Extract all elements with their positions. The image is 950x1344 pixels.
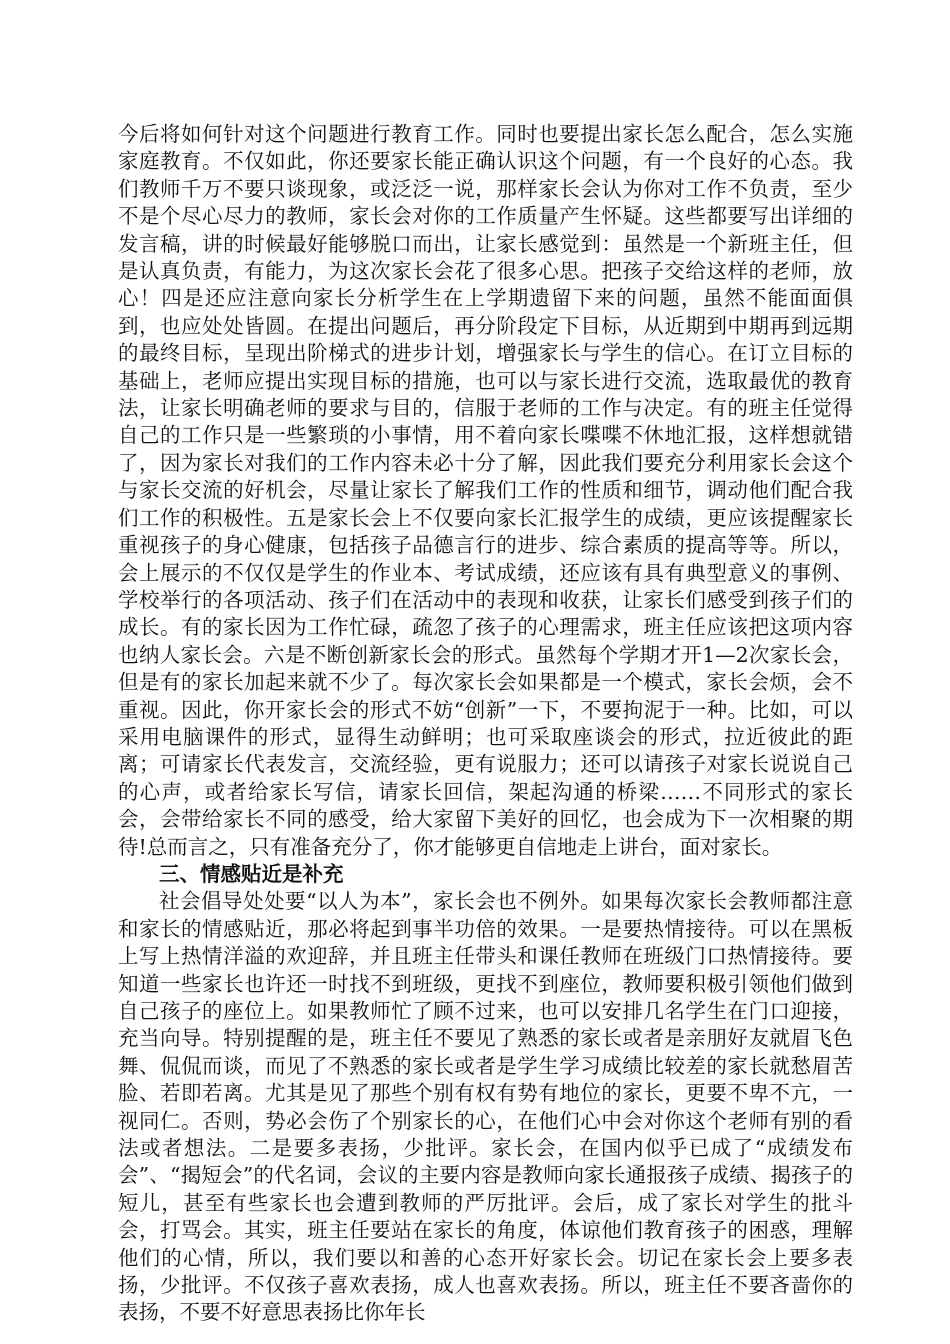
document-body [118, 121, 853, 1327]
paragraph-continued: 今后将如何针对这个问题进行教育工作。同时也要提出家长怎么配合，怎么实施家庭教育。不仅如此，你还要家长能正确认识这个问题，有一个良好的心态。我们教师千万不要只谈现象，或泛泛一说，那样家长会认为你对工作不负责，至少不是个尽心尽力的教师，家长会对你的工作质量产生怀疑。这些都要写出详细的发言稿，讲的时候最好能够脱口而出，让家长感觉到：虽然是一个新班主任，但是认真负责，有能力，为这次家长会花了很多心思。把孩子交给这样的老师，放心！四是还应注意向家长分析学生在上学期遗留下来的问题，虽然不能面面俱到，也应处处皆圆。在提出问题后，再分阶段定下目标，从近期到中期再到远期的最终目标，呈现出阶梯式的进步计划，增强家长与学生的信心。在订立目标的基础上，老师应提出实现目标的措施，也可以与家长进行交流，选取最优的教育法，让家长明确老师的要求与目的，信服于老师的工作与决定。有的班主任觉得自己的工作只是一些繁琐的小事情，用不着向家长喋喋不休地汇报，这样想就错了，因为家长对我们的工作内容未必十分了解，因此我们要充分利用家长会这个与家长交流的好机会，尽量让家长了解我们工作的性质和细节，调动他们配合我们工作的积极性。五是家长会上不仅要向家长汇报学生的成绩，更应该提醒家长重视孩子的身心健康，包括孩子品德言行的进步、综合素质的提高等等。所以，会上展示的不仅仅是学生的作业本、考试成绩，还应该有具有典型意义的事例、学校举行的各项活动、孩子们在活动中的表现和收获，让家长们感受到孩子们的成长。有的家长因为工作忙碌，疏忽了孩子的心理需求，班主任应该把这项内容也纳人家长会。六是不断创新家长会的形式。虽然每个学期才开1—2次家长会，但是有的家长加起来就不少了。每次家长会如果都是一个模式，家长会烦，会不重视。因此，你开家长会的形式不妨“创新”一下，不要拘泥于一种。比如，可以采用电脑课件的形式，显得生动鲜明；也可采取座谈会的形式，拉近彼此的距离；可请家长代表发言，交流经验，更有说服力；还可以请孩子对家长说说自己的心声，或者给家长写信，请家长回信，架起沟通的桥梁……不同形式的家长会，会带给家长不同的感受，给大家留下美好的回忆，也会成为下一次相聚的期待!总而言之，只有准备充分了，你才能够更自信地走上讲台，面对家长。 [118, 122, 853, 859]
section-heading: 三、情感贴近是补充 [159, 861, 344, 886]
paragraph-section: 社会倡导处处要“以人为本”，家长会也不例外。如果每次家长会教师都注意和家长的情感贴近，那必将起到事半功倍的效果。一是要热情接待。可以在黑板上写上热情洋溢的欢迎辞，并且班主任带头和课任教师在班级门口热情接待。要知道一些家长也许还一时找不到班级，更找不到座位，教师要积极引领他们做到自己孩子的座位上。如果教师忙了顾不过来，也可以安排几名学生在门口迎接，充当向导。特别提醒的是，班主任不要见了熟悉的家长或者是亲朋好友就眉飞色舞、侃侃而谈，而见了不熟悉的家长或者是学生学习成绩比较差的家长就愁眉苦脸、若即若离。尤其是见了那些个别有权有势有地位的家长，更要不卑不亢，一视同仁。否则，势必会伤了个别家长的心，在他们心中会对你这个老师有别的看法或者想法。二是要多表扬，少批评。家长会，在国内似乎已成了“成绩发布会”、“揭短会”的代名词，会议的主要内容是教师向家长通报孩子成绩、揭孩子的短儿，甚至有些家长也会遭到教师的严厉批评。会后，成了家长对学生的批斗会，打骂会。其实，班主任要站在家长的角度，体谅他们教育孩子的困惑，理解他们的心情，所以，我们要以和善的心态开好家长会。切记在家长会上要多表扬，少批评。不仅孩子喜欢表扬，成人也喜欢表扬。所以，班主任不要吝啬你的表扬，不要不好意思表扬比你年长 [118, 889, 853, 1325]
